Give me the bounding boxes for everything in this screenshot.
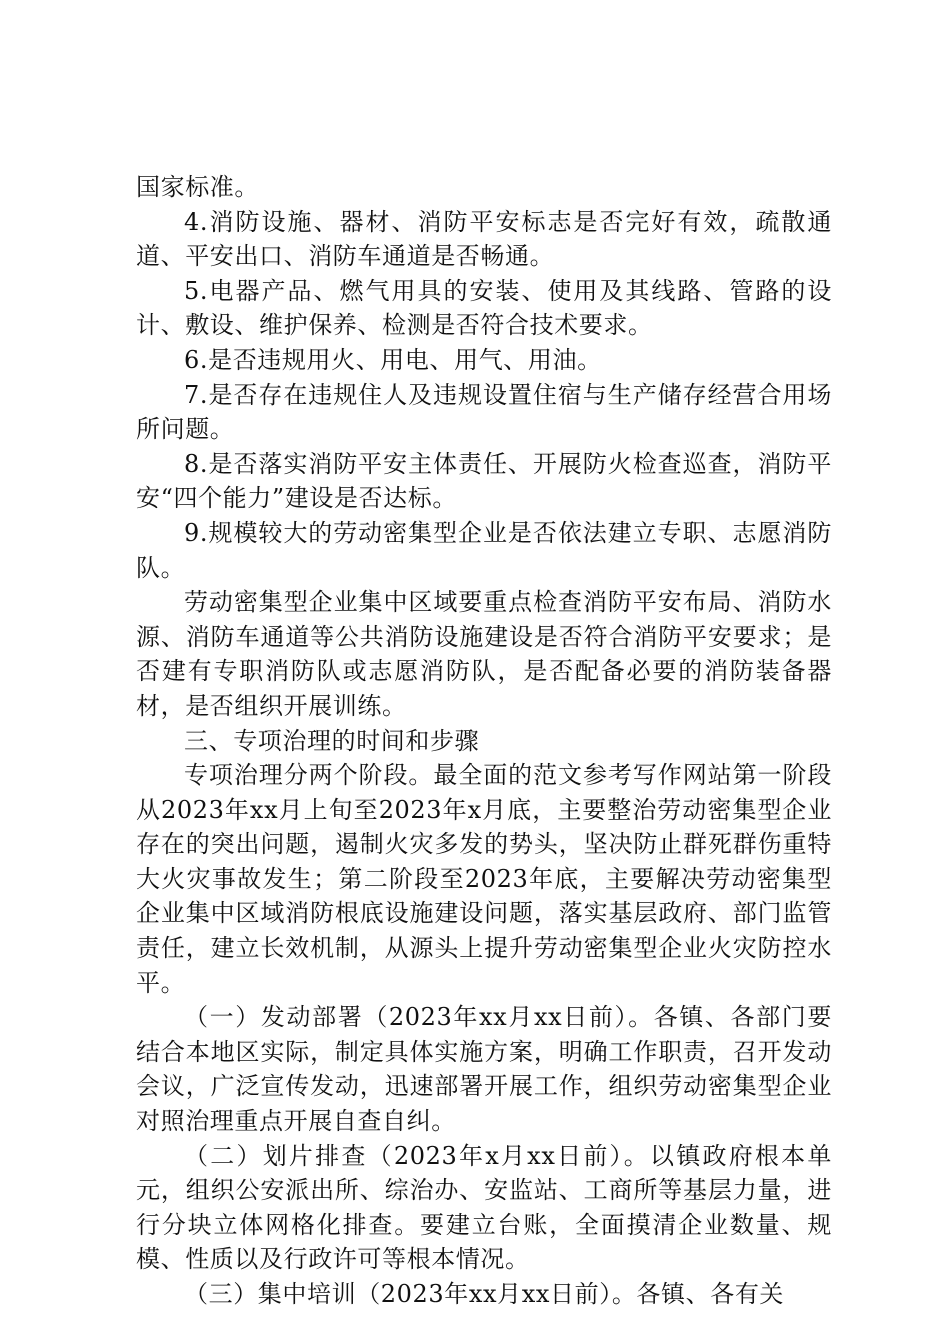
paragraph-step-1: （一）发动部署（2023年xx月xx日前）。各镇、各部门要结合本地区实际，制定具体实施方案，明确工作职责，召开发动会议，广泛宣传发动，迅速部署开展工作，组织劳动密集型企业对照治理重点开展自查自纠。: [136, 1003, 832, 1136]
paragraph-step-3: （三）集中培训（2023年xx月xx日前）。各镇、各有关: [184, 1280, 785, 1308]
paragraph-item-7: 7.是否存在违规住人及违规设置住宿与生产储存经营合用场所问题。: [136, 380, 832, 444]
paragraph-item-6: 6.是否违规用火、用电、用气、用油。: [184, 345, 602, 374]
paragraph-item-4: 4.消防设施、器材、消防平安标志是否完好有效，疏散通道、平安出口、消防车通道是否畅通。: [136, 207, 832, 271]
paragraph-stages: 专项治理分两个阶段。最全面的范文参考写作网站第一阶段从2023年xx月上旬至2023年x月底，主要整治劳动密集型企业存在的突出问题，遏制火灾多发的势头，坚决防止群死群伤重特大火灾事故发生；第二阶段至2023年底，主要解决劳动密集型企业集中区域消防根底设施建设问题，落实基层政府、部门监管责任，建立长效机制，从源头上提升劳动密集型企业火灾防控水平。: [136, 761, 832, 997]
paragraph-cluster-inspection: 劳动密集型企业集中区域要重点检查消防平安布局、消防水源、消防车通道等公共消防设施建设是否符合消防平安要求；是否建有专职消防队或志愿消防队，是否配备必要的消防装备器材，是否组织开展训练。: [136, 588, 832, 720]
document-body: [136, 170, 832, 1312]
paragraph-step-2: （二）划片排查（2023年x月xx日前）。以镇政府根本单元，组织公安派出所、综治办、安监站、工商所等基层力量，进行分块立体网格化排查。要建立台账，全面摸清企业数量、规模、性质以及行政许可等根本情况。: [136, 1141, 832, 1274]
paragraph-item-8: 8.是否落实消防平安主体责任、开展防火检查巡查，消防平安“四个能力”建设是否达标。: [136, 449, 832, 513]
section-heading-3: 三、专项治理的时间和步骤: [184, 726, 480, 755]
paragraph-item-5: 5.电器产品、燃气用具的安装、使用及其线路、管路的设计、敷设、维护保养、检测是否符合技术要求。: [136, 276, 832, 340]
paragraph-item-9: 9.规模较大的劳动密集型企业是否依法建立专职、志愿消防队。: [136, 518, 832, 582]
paragraph-continuation: 国家标准。: [136, 173, 259, 201]
